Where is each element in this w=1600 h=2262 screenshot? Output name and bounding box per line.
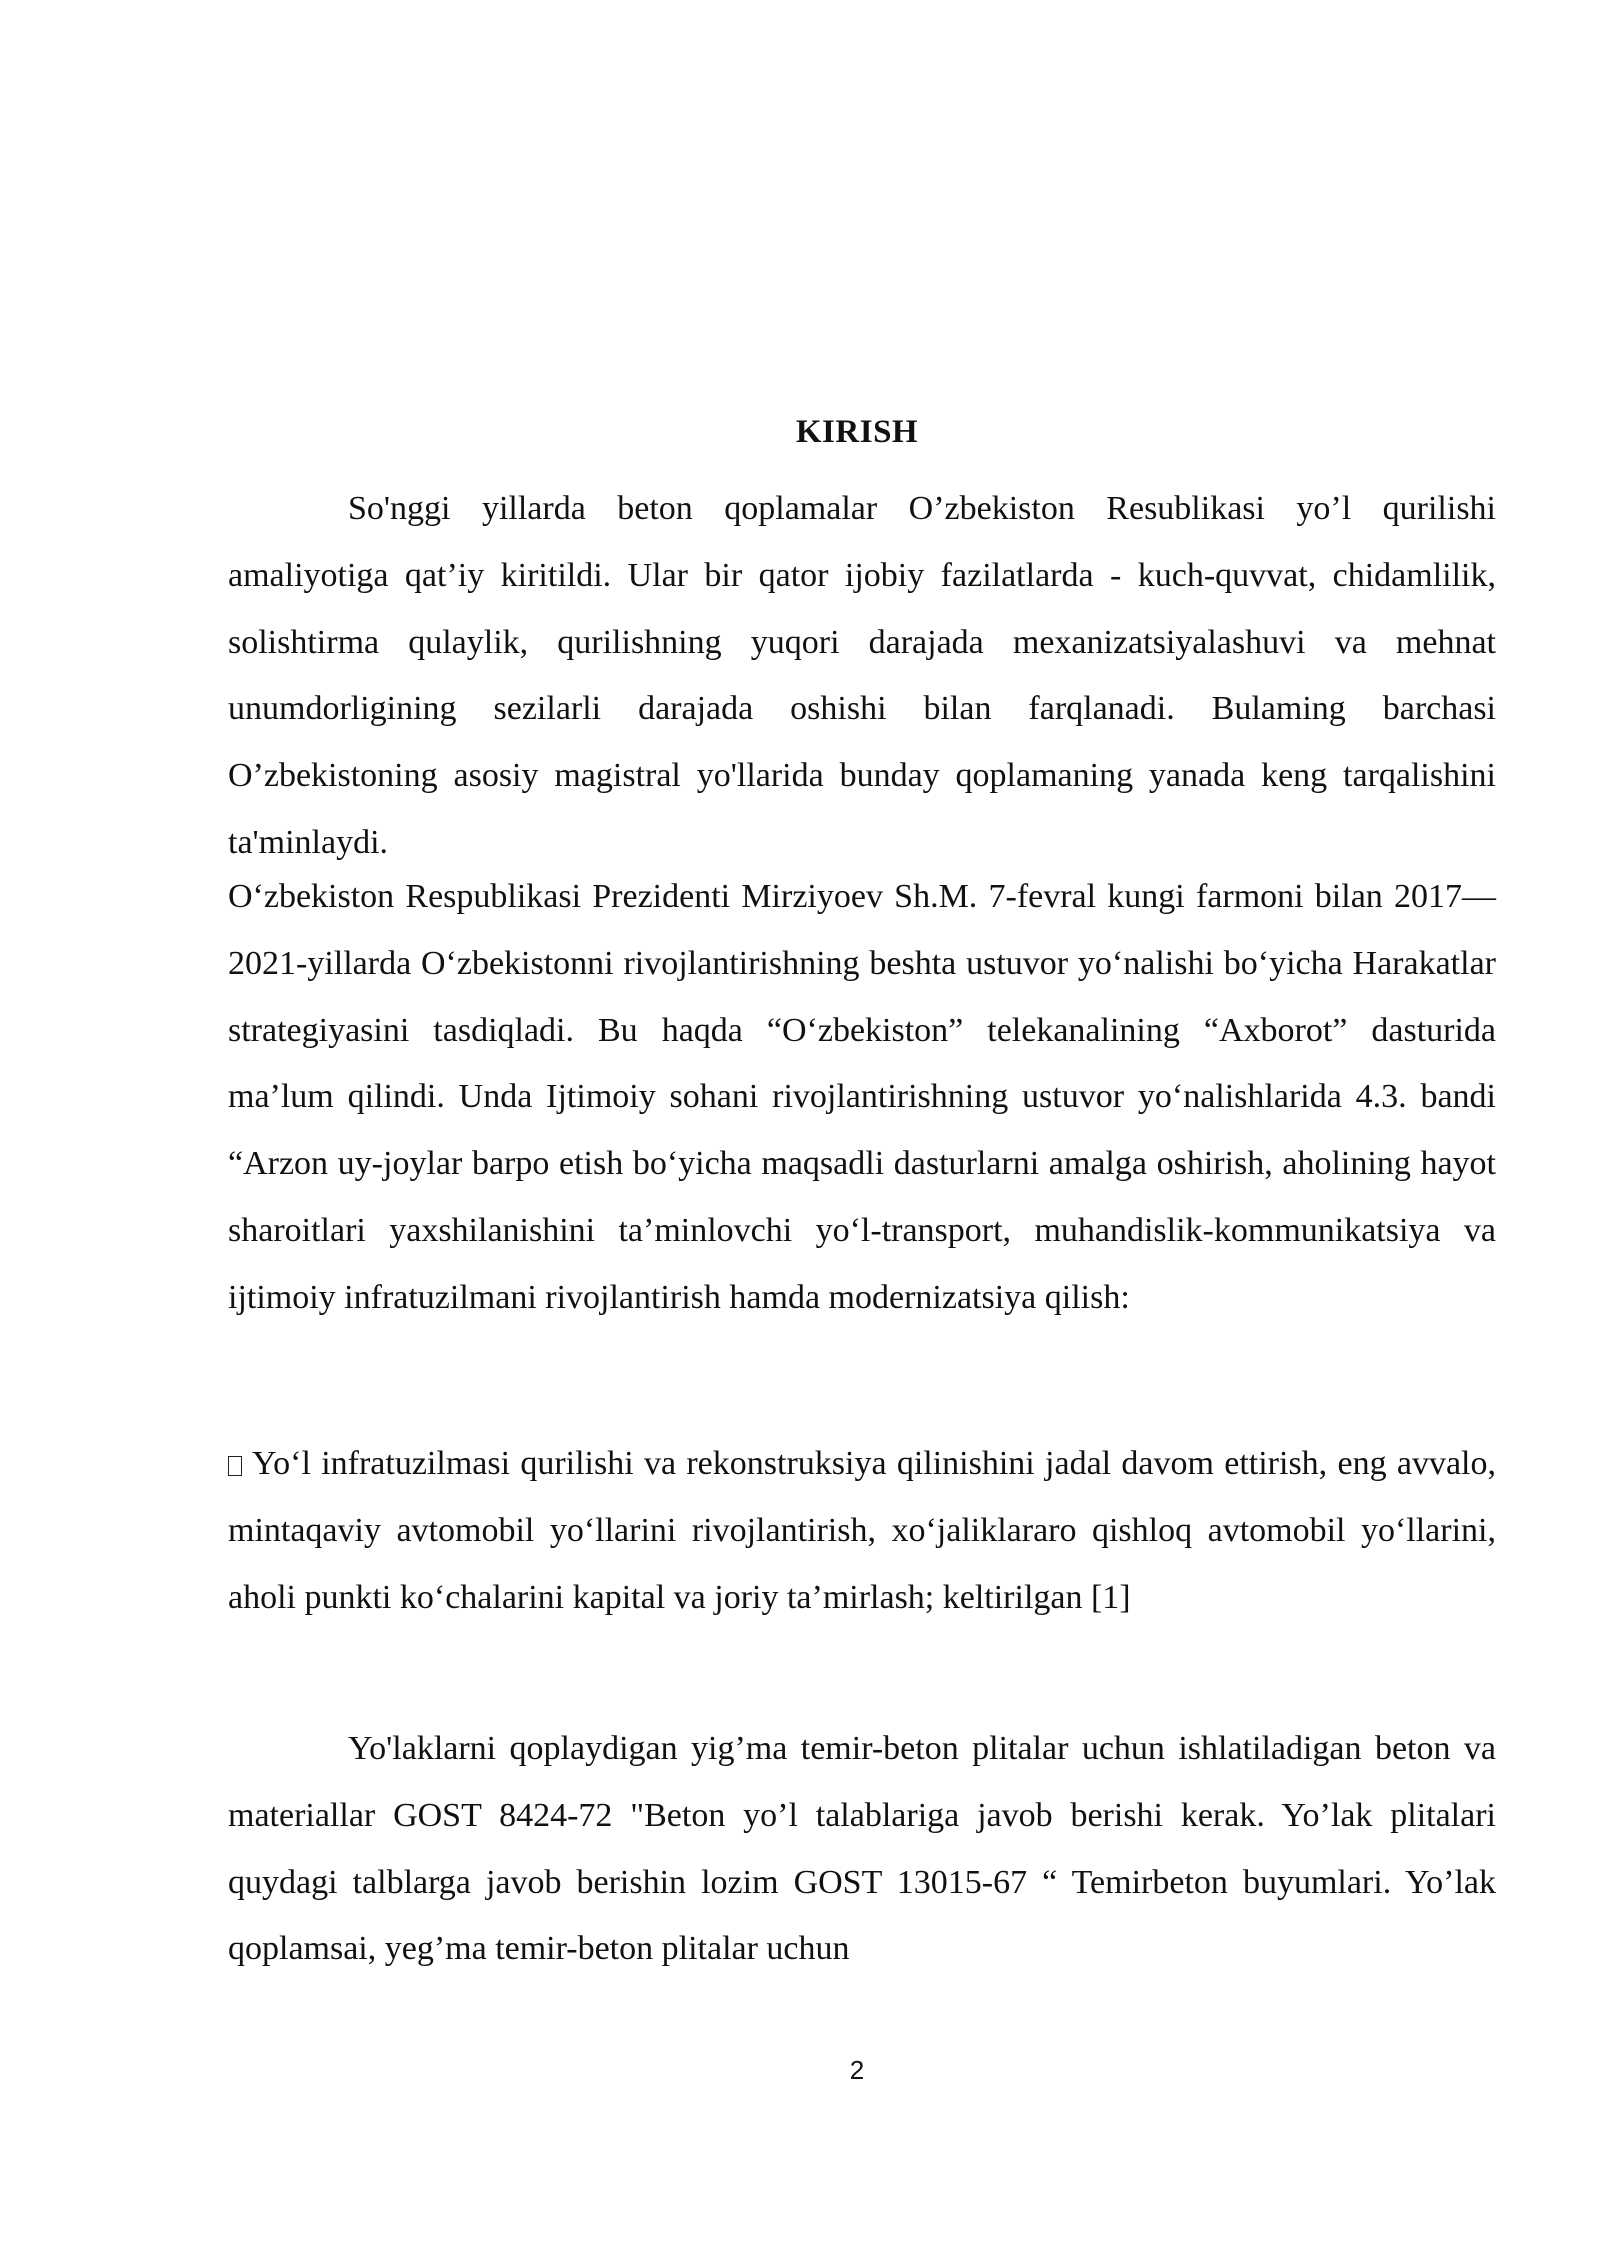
section-title: KIRISH bbox=[795, 414, 919, 450]
bullet-text: Yo‘l infratuzilmasi qurilishi va rekonstruksiya qilinishini jadal davom ettirish, eng avvalo, mintaqaviy avtomobil yo‘llarini rivojlantirish, xo‘jaliklararo qishloq avtomobil yo‘llarini, aholi punkti ko‘chalarini kapital va joriy ta’mirlash; keltirilgan [1] bbox=[228, 1445, 1496, 1616]
bullet-item bbox=[228, 1431, 1496, 1631]
paragraph-gost: Yo'laklarni qoplaydigan yig’ma temir-beton plitalar uchun ishlatiladigan beton va materiallar GOST 8424-72 "Beton yo’l talablariga javob berishi kerak. Yo’lak plitalari quydagi talblarga javob berishin lozim GOST 13015-67 “ Temirbeton buyumlari. Yo’lak qoplamsai, yeg’ma temir-beton plitalar uchun bbox=[228, 1730, 1496, 1968]
bullet-box-icon bbox=[228, 1456, 242, 1476]
paragraph-intro: So'nggi yillarda beton qoplamalar O’zbekiston Resublikasi yo’l qurilishi amaliyotiga qat’iy kiritildi. Ular bir qator ijobiy fazilatlarda - kuch-quvvat, chidamlilik, solishtirma qulaylik, qurilishning yuqori darajada mexanizatsiyalashuvi va mehnat unumdorligining sezilarli darajada oshishi bilan farqlanadi. Bulaming barchasi O’zbekistoning asosiy magistral yo'llarida bunday qoplamaning yanada keng tarqalishini ta'minlaydi. bbox=[228, 490, 1496, 861]
paragraph-decree: O‘zbekiston Respublikasi Prezidenti Mirziyoev Sh.M. 7-fevral kungi farmoni bilan 2017—2021-yillarda O‘zbekistonni rivojlantirishning beshta ustuvor yo‘nalishi bo‘yicha Harakatlar strategiyasini tasdiqladi. Bu haqda “O‘zbekiston” telekanalining “Axborot” dasturida ma’lum qilindi. Unda Ijtimoiy sohani rivojlantirishning ustuvor yo‘nalishlarida 4.3. bandi “Arzon uy-joylar barpo etish bo‘yicha maqsadli dasturlarni amalga oshirish, aholining hayot sharoitlari yaxshilanishini ta’minlovchi yo‘l-transport, muhandislik-kommunikatsiya va ijtimoiy infratuzilmani rivojlantirish hamda modernizatsiya qilish: bbox=[228, 878, 1496, 1316]
page-number: 2 bbox=[849, 2055, 865, 2085]
